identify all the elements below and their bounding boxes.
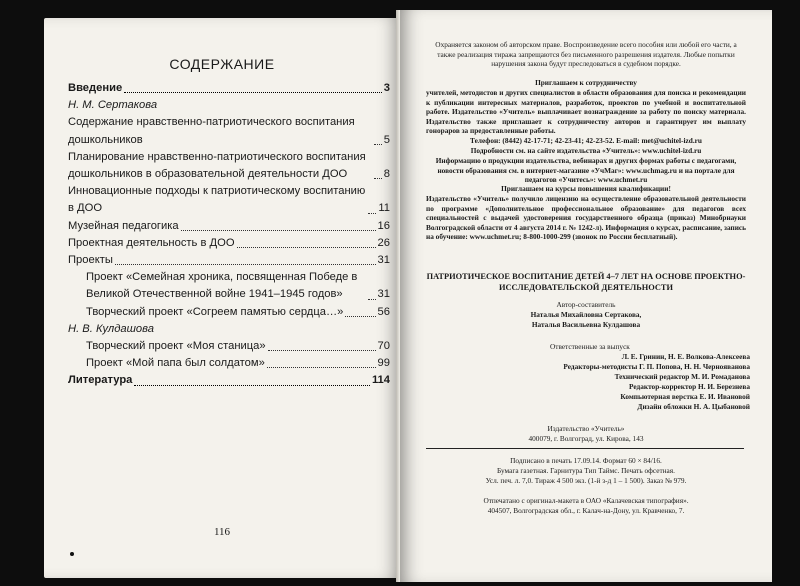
cover-line: Дизайн обложки Н. А. Цыбановой xyxy=(637,402,750,411)
bullet-mark xyxy=(70,552,74,556)
toc-title: СОДЕРЖАНИЕ xyxy=(169,56,275,72)
toc-leader-dots xyxy=(181,230,376,231)
layout-line: Компьютерная верстка Е. И. Ивановой xyxy=(620,392,750,401)
print-line-1: Подписано в печать 17.09.14. Формат 60 × 84/16. xyxy=(510,456,662,465)
toc-page-number: 26 xyxy=(377,236,390,249)
toc-page-number: 16 xyxy=(377,219,390,232)
toc-page-number: 114 xyxy=(371,374,390,387)
toc-leader-dots xyxy=(267,367,376,368)
toc-leader-dots xyxy=(134,385,370,386)
toc-entry-text: Проект «Семейная хроника, посвященная Победе в Великой Отечественной войне 1941–1945 годов» xyxy=(86,271,358,301)
toc-page-number: 11 xyxy=(378,202,390,215)
toc-leader-dots xyxy=(237,247,376,248)
toc-entry xyxy=(68,338,390,355)
toc-leader-dots xyxy=(374,178,382,179)
toc-entry xyxy=(68,218,390,235)
print-line-3: Усл. печ. л. 7,0. Тираж 4 500 экз. (1-й з-д 1 – 1 500). Заказ № 979. xyxy=(485,476,687,485)
info-block: Информацию о продукции издательства, вебинарах и других формах работы с педагогами, новости образования см. в интернет-магазине «УчМаг»: www.uchmag.ru и на портале для педагогов «Учитесь»: www.uchmet.ru xyxy=(435,156,737,185)
toc-page-number: 31 xyxy=(377,288,390,301)
toc-entry xyxy=(68,80,390,97)
toc-entry-text: Проектная деятельность в ДОО xyxy=(68,236,235,249)
printed-line-1: Отпечатано с оригинал-макета в ОАО «Калачевская типография». xyxy=(483,496,689,505)
toc-leader-dots xyxy=(374,144,382,145)
author-2: Наталья Васильевна Кулдашова xyxy=(531,320,641,329)
toc-entry-text: Планирование нравственно-патриотического воспитания дошкольников в образовательной деятельности ДОО xyxy=(68,150,366,181)
table-of-contents xyxy=(68,80,390,390)
toc-leader-dots xyxy=(124,92,382,93)
toc-entry-text: Музейная педагогика xyxy=(68,219,179,232)
toc-page-number: 99 xyxy=(377,357,390,370)
toc-entry-text: Введение xyxy=(68,82,123,94)
toc-page-number: 70 xyxy=(377,340,390,353)
left-page-number: 116 xyxy=(213,526,231,538)
print-line-2: Бумага газетная. Гарнитура Тип Таймс. Печать офсетная. xyxy=(497,466,675,475)
toc-page-number: 5 xyxy=(383,133,390,146)
toc-entry xyxy=(68,355,390,372)
courses-body: Издательство «Учитель» получило лицензию на осуществление образовательной деятельности по программе «Дополнительное профессиональное образование» для педагогов всех специальностей с выдачей удостоверения государственного образца (приказ) Минобрнауки Волгоградской области от 4 августа 2014 г. № 1242-л). Информация о курсах, расписание, запись на обучение: www.uchmet.ru; 8-800-1000-299 (звонок по России бесплатный). xyxy=(426,194,746,242)
divider-line xyxy=(426,448,744,449)
toc-leader-dots xyxy=(115,264,376,265)
toc-entry-text: Проекты xyxy=(68,254,113,267)
toc-page-number: 56 xyxy=(377,305,390,318)
site-line: Подробности см. на сайте издательства «Учитель»: www.uchitel-izd.ru xyxy=(470,146,702,155)
toc-page-number: 3 xyxy=(383,82,390,94)
printed-line-2: 404507, Волгоградская обл., г. Калач-на-Дону, ул. Кравченко, 7. xyxy=(487,506,685,515)
author-label: Автор-составитель xyxy=(556,300,616,309)
toc-page-number: 8 xyxy=(383,168,390,181)
toc-author xyxy=(68,321,390,338)
toc-entry-text: Творческий проект «Моя станица» xyxy=(86,340,266,353)
toc-leader-dots xyxy=(368,299,376,300)
right-page xyxy=(400,10,772,582)
toc-leader-dots xyxy=(268,350,376,351)
toc-page-number: 31 xyxy=(377,254,390,267)
toc-entry-text: Инновационные подходы к патриотическому воспитанию в ДОО xyxy=(68,185,366,215)
toc-entry xyxy=(68,252,390,269)
toc-leader-dots xyxy=(345,316,375,317)
left-page xyxy=(44,18,400,578)
courses-heading: Приглашаем на курсы повышения квалификации! xyxy=(501,184,671,193)
book-title: ПАТРИОТИЧЕСКОЕ ВОСПИТАНИЕ ДЕТЕЙ 4–7 ЛЕТ НА ОСНОВЕ ПРОЕКТНО-ИССЛЕДОВАТЕЛЬСКОЙ ДЕЯТЕЛЬНОСТИ xyxy=(426,272,746,292)
toc-entry-text: Литература xyxy=(68,374,133,387)
toc-entry xyxy=(68,114,390,148)
contacts-line: Телефон: (8442) 42-17-71; 42-23-41; 42-23-52. E-mail: met@uchitel-izd.ru xyxy=(470,136,702,145)
invite-heading: Приглашаем к сотрудничеству xyxy=(535,78,637,87)
toc-leader-dots xyxy=(368,213,376,214)
toc-entry-text: Н. В. Кулдашова xyxy=(68,322,154,335)
toc-entry xyxy=(68,269,390,303)
responsible-names: Л. Е. Гринин, Н. Е. Волкова-Алексеева xyxy=(621,352,750,361)
toc-author xyxy=(68,97,390,114)
tech-editor-line: Технический редактор М. И. Ромаданова xyxy=(614,372,750,381)
responsible-label: Ответственные за выпуск xyxy=(550,342,630,351)
author-1: Наталья Михайловна Сертакова, xyxy=(530,310,642,319)
toc-entry-text: Н. М. Сертакова xyxy=(68,99,158,112)
toc-entry xyxy=(68,372,390,389)
copyright-notice: Охраняется законом об авторском праве. Воспроизведение всего пособия или любой его части, а также реализация тиража запрещаются без письменного разрешения издателя. Любые попытки нарушения закона будут преследоваться в судебном порядке. xyxy=(435,40,737,69)
toc-entry xyxy=(68,235,390,252)
invite-body: учителей, методистов и других специалистов в области образования для поиска и рекомендации к публикации интересных материалов, разработок, проектов по учебной и воспитательной работе. Издательство «Учитель» выплачивает вознаграждение за работу по поиску материала. Издательство также приглашает к сотрудничеству авторов и гарантирует им выплату гонораров за предоставленные работы. xyxy=(426,88,746,136)
toc-entry xyxy=(68,304,390,321)
publisher-address: 400079, г. Волгоград, ул. Кирова, 143 xyxy=(528,434,644,443)
toc-entry-text: Содержание нравственно-патриотического воспитания дошкольников xyxy=(68,116,355,146)
toc-entry-text: Проект «Мой папа был солдатом» xyxy=(86,357,265,370)
toc-entry xyxy=(68,183,390,217)
proof-editor-line: Редактор-корректор Н. И. Березнева xyxy=(629,382,750,391)
toc-entry xyxy=(68,149,390,183)
editors-line: Редакторы-методисты Г. П. Попова, Н. Н. Чернояванова xyxy=(563,362,750,371)
publisher-name: Издательство «Учитель» xyxy=(547,424,625,433)
toc-entry-text: Творческий проект «Согреем памятью сердца…» xyxy=(86,305,344,318)
